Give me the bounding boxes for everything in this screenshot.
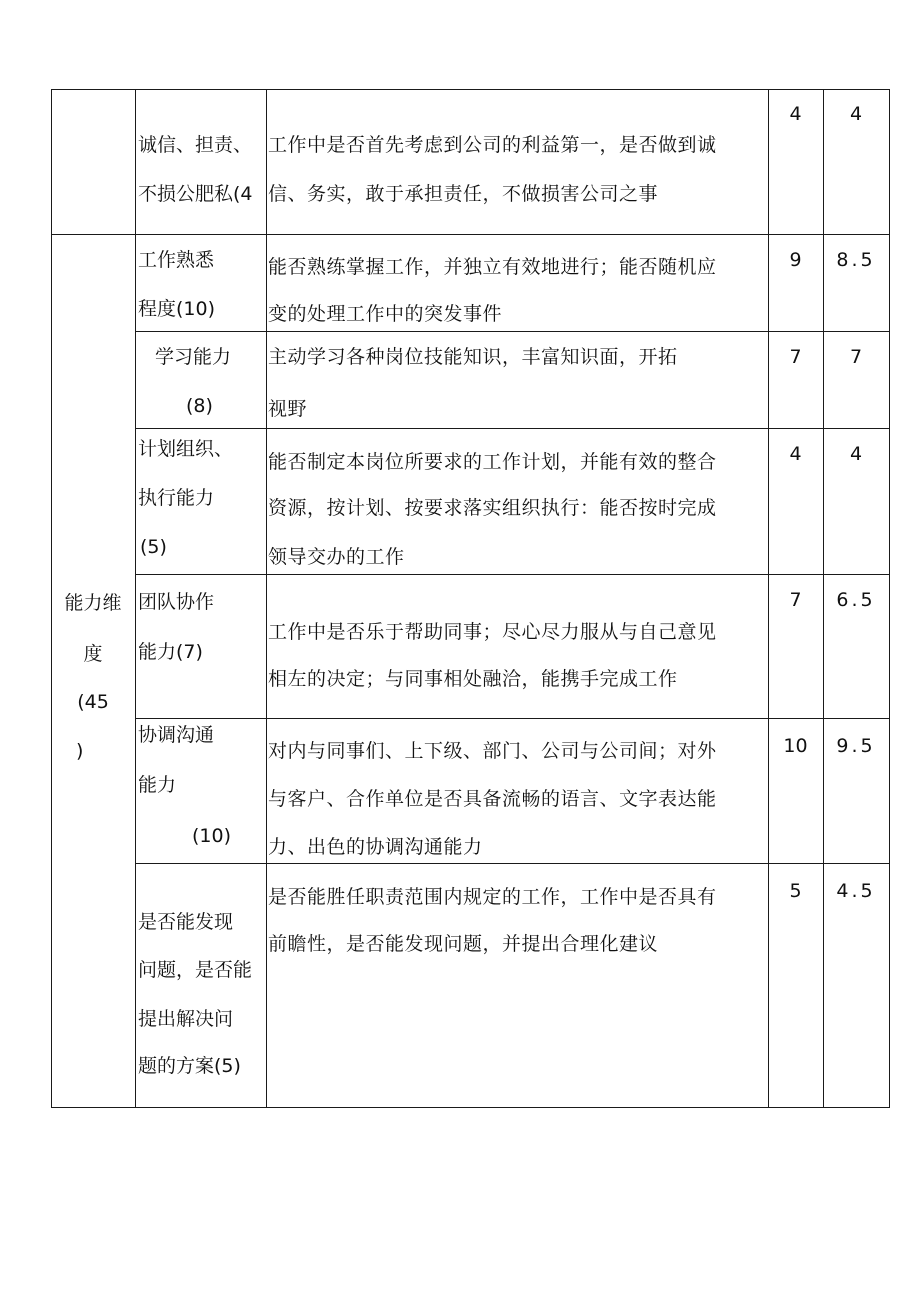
table-border-right	[889, 89, 890, 1108]
item-description: 能否熟练掌握工作，并独立有效地进行；能否随机应	[268, 256, 717, 278]
score-review: 7	[849, 346, 863, 368]
item-label: 不损公肥私(4	[138, 183, 253, 205]
item-label: 能力	[138, 774, 177, 796]
score-review: 6.5	[836, 589, 876, 611]
dimension-label: 度	[83, 643, 103, 665]
item-description: 前瞻性，是否能发现问题，并提出合理化建议	[268, 933, 659, 955]
item-description: 与客户、合作单位是否具备流畅的语言、文字表达能	[268, 788, 717, 810]
item-label: 执行能力	[138, 487, 215, 509]
score-self: 9	[789, 249, 802, 271]
table-border-bottom	[51, 1107, 890, 1108]
score-review: 9.5	[836, 735, 876, 757]
item-label: (10)	[192, 825, 232, 847]
column-divider	[266, 89, 267, 1108]
item-description: 工作中是否乐于帮助同事；尽心尽力服从与自己意见	[268, 621, 717, 643]
score-review: 8.5	[836, 249, 876, 271]
item-label: 计划组织、	[138, 438, 234, 460]
score-self: 7	[789, 346, 802, 368]
score-self: 5	[789, 880, 802, 902]
item-description: 领导交办的工作	[268, 546, 405, 568]
score-self: 10	[783, 735, 808, 757]
item-label: 工作熟悉	[138, 249, 215, 271]
score-review: 4	[849, 443, 863, 465]
row-divider	[51, 234, 890, 235]
row-divider	[135, 718, 890, 719]
dimension-label: 能力维	[64, 592, 122, 614]
item-label: (5)	[140, 536, 167, 558]
item-description: 工作中是否首先考虑到公司的利益第一，是否做到诚	[268, 134, 717, 156]
item-label: 是否能发现	[138, 911, 234, 933]
item-description: 信、务实，敢于承担责任，不做损害公司之事	[268, 183, 659, 205]
column-divider	[135, 89, 136, 1108]
item-description: 能否制定本岗位所要求的工作计划，并能有效的整合	[268, 451, 717, 473]
score-self: 4	[789, 443, 802, 465]
score-review: 4	[849, 103, 863, 125]
item-description: 相左的决定；与同事相处融洽，能携手完成工作	[268, 668, 678, 690]
item-description: 视野	[268, 398, 308, 420]
item-description: 是否能胜任职责范围内规定的工作，工作中是否具有	[268, 886, 717, 908]
item-label: 诚信、担责、	[138, 134, 253, 156]
item-description: 主动学习各种岗位技能知识，丰富知识面，开拓	[268, 346, 678, 368]
item-label: (8)	[186, 395, 213, 417]
item-label: 协调沟通	[138, 724, 215, 746]
row-divider	[135, 863, 890, 864]
item-description: 变的处理工作中的突发事件	[268, 303, 503, 325]
item-label: 程度(10)	[138, 298, 216, 320]
row-divider	[135, 428, 890, 429]
score-self: 4	[789, 103, 802, 125]
score-self: 7	[789, 589, 802, 611]
item-description: 资源，按计划、按要求落实组织执行：能否按时完成	[268, 497, 717, 519]
row-divider	[135, 331, 890, 332]
row-divider	[135, 574, 890, 575]
dimension-label: )	[76, 740, 84, 762]
item-label: 团队协作	[138, 591, 215, 613]
score-review: 4.5	[836, 880, 876, 902]
item-label: 问题，是否能	[138, 959, 253, 981]
dimension-label: (45	[77, 691, 109, 713]
item-description: 力、出色的协调沟通能力	[268, 836, 483, 858]
table-border-top	[51, 89, 890, 90]
item-label: 能力(7)	[138, 641, 203, 663]
item-label: 题的方案(5)	[138, 1055, 241, 1077]
item-label: 提出解决问	[138, 1008, 234, 1030]
item-label: 学习能力	[155, 346, 232, 368]
item-description: 对内与同事们、上下级、部门、公司与公司间；对外	[268, 740, 717, 762]
